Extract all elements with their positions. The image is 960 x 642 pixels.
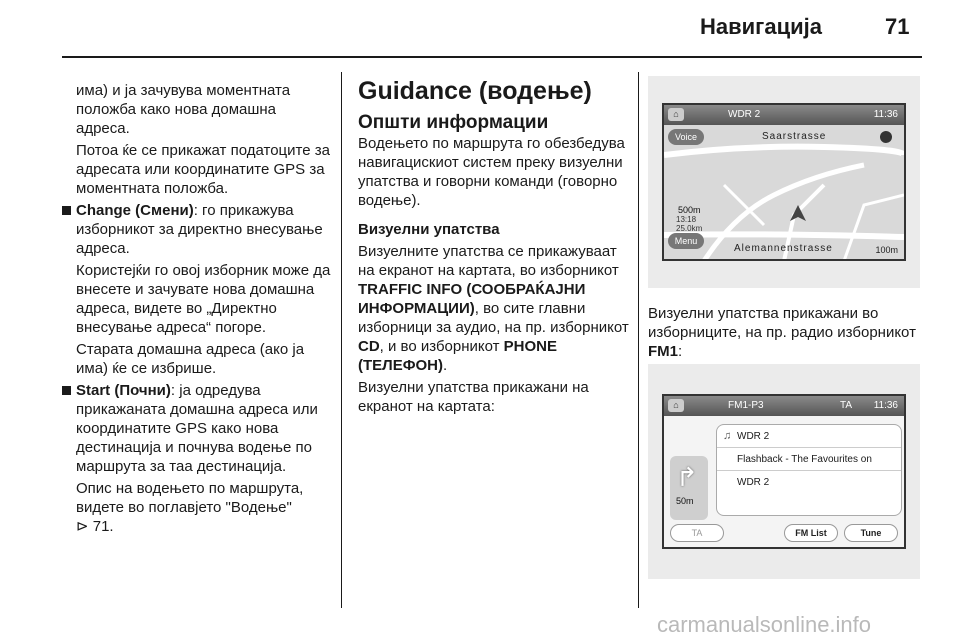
- radio-screen: [662, 394, 906, 549]
- traffic-info-label: TRAFFIC INFO (СООБРАЌАЈНИ ИНФОРМАЦИИ): [358, 281, 586, 317]
- voice-button[interactable]: Voice: [668, 129, 704, 145]
- general-text: Водењето по маршрута го обезбедува навигацискиот систем преку визуелни упатства и говорни команди (говорно водење).: [358, 135, 625, 209]
- header-divider: [62, 56, 922, 58]
- left-column: [62, 81, 332, 539]
- column-divider-right: [638, 72, 639, 608]
- bullet-change: [62, 201, 332, 258]
- radio-band: FM1-P3: [728, 400, 764, 411]
- radio-screen-figure: [648, 364, 920, 579]
- list-item[interactable]: Flashback - The Favourites on: [717, 448, 901, 471]
- visual-title: Визуелни упатства: [358, 221, 500, 238]
- subsection-title: Општи информации: [358, 112, 549, 133]
- start-label: Start (Почни): [76, 382, 171, 399]
- visual-text-2: Визуелни упатства прикажани на екранот на картата:: [358, 379, 589, 415]
- fm-list-button[interactable]: FM List: [784, 524, 838, 542]
- visual-text: Визуелните упатства се прикажуваат на екранот на картата, во изборникот TRAFFIC INFO (СООБРАЌАЈНИ ИНФОРМАЦИИ), во сите главни изборници за аудио, на пр. изборникот CD, и во изборникот PHONE (ТЕЛЕФОН).: [358, 243, 629, 374]
- column-divider-left: [341, 72, 342, 608]
- list-item[interactable]: WDR 2: [737, 477, 770, 488]
- bullet-square-icon: [62, 386, 71, 395]
- list-item[interactable]: ♫ WDR 2: [717, 425, 901, 448]
- turn-indicator: [670, 456, 708, 520]
- watermark: carmanualsonline.info: [657, 612, 872, 637]
- home-icon[interactable]: ⌂: [668, 399, 684, 412]
- map-station: WDR 2: [728, 109, 761, 120]
- bullet-start: [62, 381, 332, 476]
- station-list: [716, 424, 902, 516]
- intro-text: има) и ја зачувува моментната положба како нова домашна адреса.: [76, 82, 291, 137]
- home-icon[interactable]: ⌂: [668, 108, 684, 121]
- menu-button[interactable]: Menu: [668, 233, 704, 249]
- map-screen: [662, 103, 906, 261]
- arrival-info: 13:18 25.0km: [676, 215, 703, 233]
- start-text: : ја одредува прикажаната домашна адреса или координатите GPS како нова дестинација и почнува водење по маршрута за таа дестинација.: [76, 382, 318, 475]
- change-para-2: Користејќи го овој изборник може да внесете и зачувате нова домашна адреса, видете во „Директно внесување адреса“ погоре.: [76, 262, 331, 336]
- map-top-bar: [664, 105, 904, 125]
- bullet-square-icon: [62, 206, 71, 215]
- street-name-top: Saarstrasse: [762, 131, 827, 142]
- map-view[interactable]: [664, 125, 904, 261]
- phone-label: PHONE (ТЕЛЕФОН): [358, 338, 558, 374]
- middle-column: [358, 76, 630, 419]
- fm1-label: FM1: [648, 343, 678, 360]
- ta-button[interactable]: TA: [670, 524, 724, 542]
- radio-top-bar: [664, 396, 904, 416]
- map-time: 11:36: [873, 109, 898, 120]
- intro-note: Потоа ќе се прикажат податоците за адресата или координатите GPS за моментната положба.: [76, 142, 330, 197]
- change-text: : го прикажува изборникот за директно внесување адреса.: [76, 202, 323, 257]
- turn-right-arrow-icon: ↱: [676, 462, 698, 492]
- map-scale: 100m: [875, 245, 898, 255]
- street-name-bottom: Alemannenstrasse: [734, 243, 833, 254]
- radio-ta-indicator: TA: [840, 400, 853, 411]
- page-ref-arrow-icon: ⊳: [76, 518, 89, 535]
- cd-label: CD: [358, 338, 380, 355]
- start-para-2: Опис на водењето по маршрута, видете во поглавјето "Водење" ⊳ 71.: [76, 480, 304, 535]
- change-para-3: Старата домашна адреса (ако ја има) ќе се избрише.: [76, 341, 305, 377]
- radio-caption: Визуелни упатства прикажани во изборниците, на пр. радио изборникот FM1:: [648, 305, 916, 360]
- section-title: Guidance (водење): [358, 77, 592, 105]
- maneuver-distance: 500m: [678, 205, 701, 215]
- page-reference-link[interactable]: 71.: [92, 518, 114, 535]
- radio-time: 11:36: [873, 400, 898, 411]
- map-screen-figure: [648, 76, 920, 288]
- page-title: Навигација: [700, 14, 822, 39]
- tune-button[interactable]: Tune: [844, 524, 898, 542]
- music-note-icon: ♫: [723, 430, 732, 442]
- change-label: Change (Смени): [76, 202, 194, 219]
- page-number: 71: [885, 14, 910, 39]
- turn-distance: 50m: [676, 496, 694, 506]
